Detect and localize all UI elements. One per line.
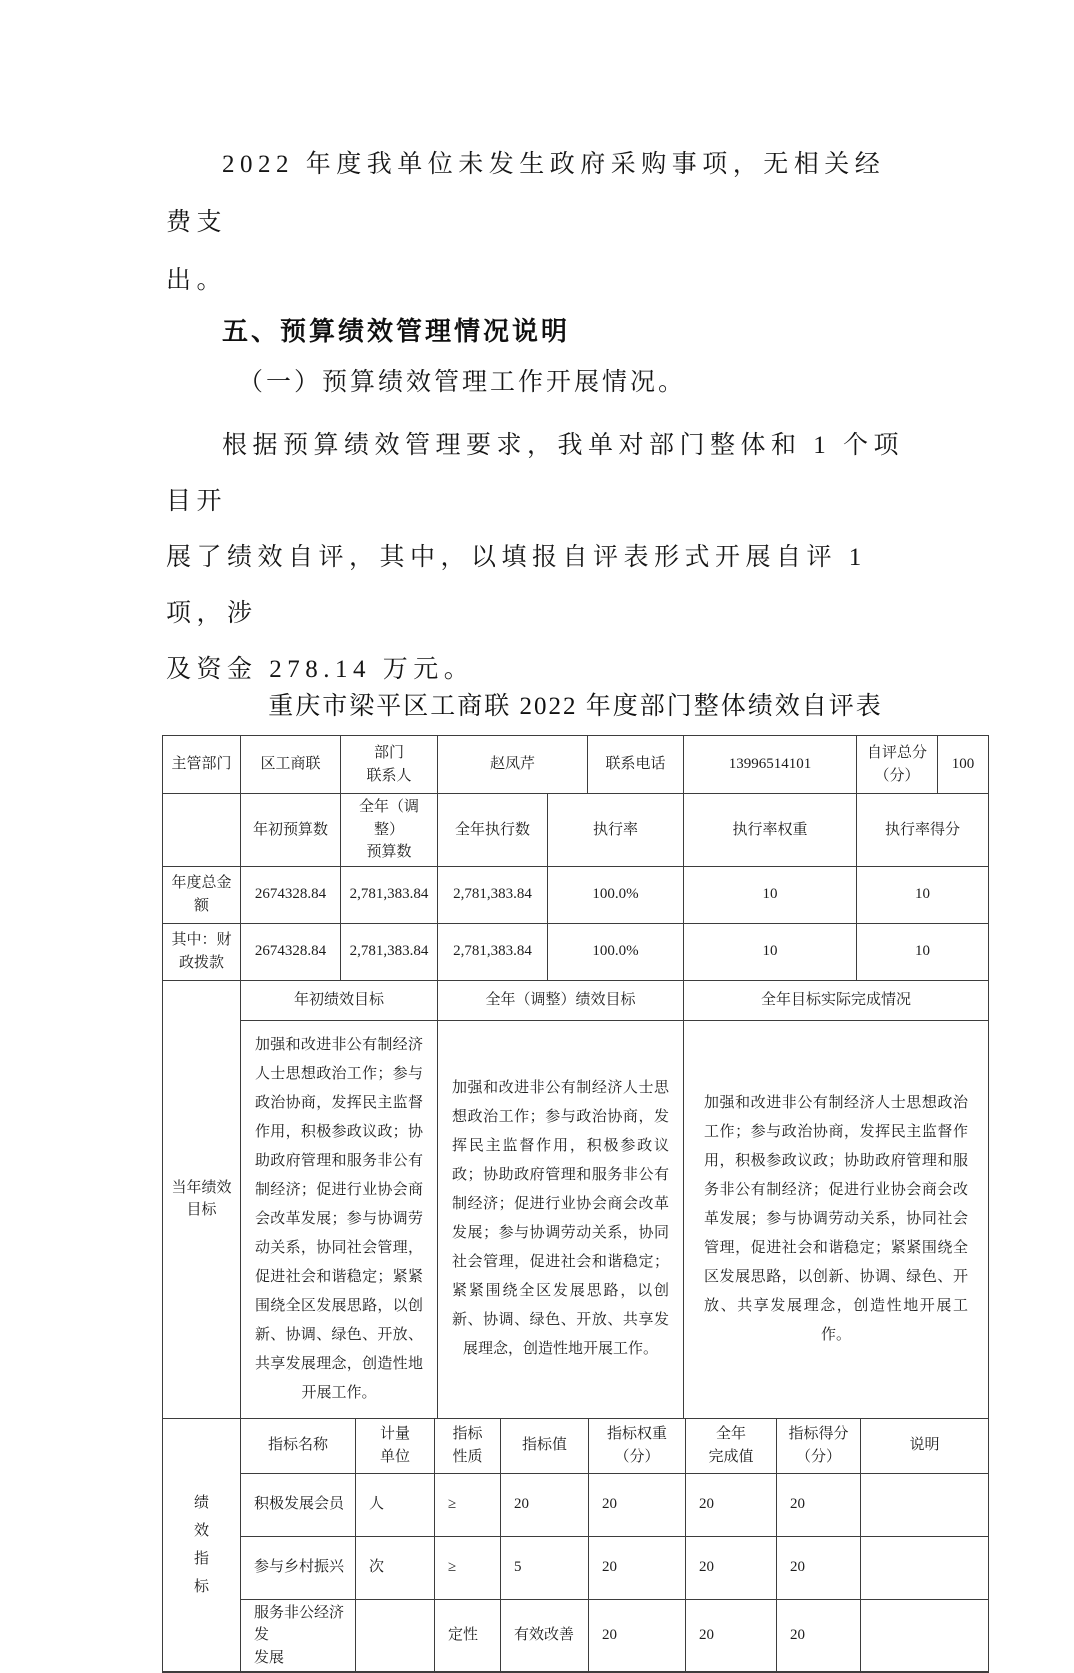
goal-actual-text: 加强和改进非公有制经济人士思想政治工作；参与政治协商，发挥民主监督作用，积极参政议政；协助政府管理和服务非公有制经济；促进行业协会商会改革发展；参与协调劳动关系，协同社会管理，促进社会和谐稳定；紧紧围绕全区发展思路，以创新、协调、绿色、开放、共享发展理念，创造性地开展工作。 [684, 1020, 989, 1418]
indicator-score: 20 [777, 1536, 861, 1599]
budget-header-row [163, 794, 989, 867]
goals-table [162, 980, 989, 1419]
indicator-col-header: 计量 单位 [356, 1418, 435, 1473]
budget-cell: 10 [684, 866, 857, 923]
sub-heading: （一）预算绩效管理工作开展情况。 [166, 362, 914, 404]
budget-corner-cell [163, 794, 241, 867]
indicator-actual: 20 [686, 1473, 777, 1536]
budget-cell: 2,781,383.84 [341, 866, 438, 923]
budget-cell: 100.0% [548, 866, 684, 923]
budget-col-header: 全年（调整） 预算数 [341, 794, 438, 867]
info-row [163, 736, 989, 794]
indicator-unit: 人 [356, 1473, 435, 1536]
indicator-nature: 定性 [435, 1599, 501, 1672]
budget-col-header: 执行率权重 [684, 794, 857, 867]
goal-adjusted-text: 加强和改进非公有制经济人士思想政治工作；参与政治协商，发挥民主监督作用，积极参政议政；协助政府管理和服务非公有制经济；促进行业协会商会改革发展；参与协调劳动关系，协同社会管理，促进社会和谐稳定；紧紧围绕全区发展思路，以创新、协调、绿色、开放、共享发展理念，创造性地开展工作。 [438, 1020, 684, 1418]
dept-value: 区工商联 [241, 736, 341, 794]
indicator-weight: 20 [589, 1536, 686, 1599]
budget-col-header: 执行率得分 [857, 794, 989, 867]
indicator-note [861, 1473, 989, 1536]
goals-body-row [163, 1020, 989, 1418]
paragraph-selfeval: 根据预算绩效管理要求，我单对部门整体和 1 个项目开 展了绩效自评，其中，以填报自评表形式开展自评 1 项，涉 及资金 278.14 万元。 [166, 418, 914, 698]
info-row-table [162, 735, 989, 794]
indicator-col-header: 指标得分 （分） [777, 1418, 861, 1473]
section-heading: 五、预算绩效管理情况说明 [222, 310, 914, 352]
indicator-row-rural [163, 1536, 989, 1599]
indicator-target: 5 [501, 1536, 589, 1599]
table-title: 重庆市梁平区工商联 2022 年度部门整体绩效自评表 [162, 692, 989, 722]
budget-row-label: 年度总金 额 [163, 866, 241, 923]
goals-col-header: 年初绩效目标 [241, 980, 438, 1020]
indicator-col-header: 指标 性质 [435, 1418, 501, 1473]
goals-col-header: 全年（调整）绩效目标 [438, 980, 684, 1020]
indicator-weight: 20 [589, 1599, 686, 1672]
budget-row-fiscal [163, 923, 989, 980]
budget-cell: 2,781,383.84 [438, 866, 548, 923]
contact-label: 部门 联系人 [341, 736, 438, 794]
indicator-target: 有效改善 [501, 1599, 589, 1672]
indicators-row-label: 绩 效 指 标 [163, 1418, 241, 1672]
indicator-nature: ≥ [435, 1473, 501, 1536]
indicator-row-members [163, 1473, 989, 1536]
budget-cell: 100.0% [548, 923, 684, 980]
budget-cell: 2674328.84 [241, 923, 341, 980]
indicator-actual: 20 [686, 1536, 777, 1599]
indicators-table [162, 1418, 989, 1673]
dept-label: 主管部门 [163, 736, 241, 794]
indicator-score: 20 [777, 1473, 861, 1536]
indicators-header-row [163, 1418, 989, 1473]
indicator-note [861, 1536, 989, 1599]
indicator-name: 服务非公经济发 发展 [241, 1599, 356, 1672]
goal-initial-text: 加强和改进非公有制经济人士思想政治工作；参与政治协商，发挥民主监督作用，积极参政议政；协助政府管理和服务非公有制经济；促进行业协会商会改革发展；参与协调劳动关系，协同社会管理，促进社会和谐稳定；紧紧围绕全区发展思路，以创新、协调、绿色、开放、共享发展理念，创造性地开展工作。 [241, 1020, 438, 1418]
indicator-col-header: 指标值 [501, 1418, 589, 1473]
budget-cell: 10 [857, 866, 989, 923]
indicator-unit [356, 1599, 435, 1672]
budget-cell: 2,781,383.84 [438, 923, 548, 980]
budget-cell: 10 [857, 923, 989, 980]
paragraph-procurement: 2022 年度我单位未发生政府采购事项，无相关经费支 出。 [166, 136, 914, 310]
budget-cell: 10 [684, 923, 857, 980]
phone-label: 联系电话 [588, 736, 684, 794]
goals-row-label: 当年绩效 目标 [163, 980, 241, 1418]
contact-value: 赵凤芹 [438, 736, 588, 794]
budget-col-header: 全年执行数 [438, 794, 548, 867]
budget-cell: 2674328.84 [241, 866, 341, 923]
body-text-block [166, 136, 914, 698]
indicator-actual: 20 [686, 1599, 777, 1672]
budget-col-header: 年初预算数 [241, 794, 341, 867]
indicator-unit: 次 [356, 1536, 435, 1599]
budget-cell: 2,781,383.84 [341, 923, 438, 980]
indicator-name: 积极发展会员 [241, 1473, 356, 1536]
indicator-row-economy [163, 1599, 989, 1672]
phone-value: 13996514101 [684, 736, 857, 794]
indicator-col-header: 全年 完成值 [686, 1418, 777, 1473]
indicator-note [861, 1599, 989, 1672]
score-label: 自评总分 （分） [857, 736, 938, 794]
indicator-col-header: 指标权重 （分） [589, 1418, 686, 1473]
indicator-weight: 20 [589, 1473, 686, 1536]
goals-col-header: 全年目标实际完成情况 [684, 980, 989, 1020]
goals-header-row [163, 980, 989, 1020]
indicator-name: 参与乡村振兴 [241, 1536, 356, 1599]
budget-table [162, 793, 989, 981]
budget-row-total [163, 866, 989, 923]
budget-col-header: 执行率 [548, 794, 684, 867]
indicator-score: 20 [777, 1599, 861, 1672]
indicator-col-header: 说明 [861, 1418, 989, 1473]
score-value: 100 [938, 736, 989, 794]
indicator-nature: ≥ [435, 1536, 501, 1599]
document-page [0, 136, 1074, 1656]
indicator-target: 20 [501, 1473, 589, 1536]
indicator-col-header: 指标名称 [241, 1418, 356, 1473]
budget-row-label: 其中：财 政拨款 [163, 923, 241, 980]
